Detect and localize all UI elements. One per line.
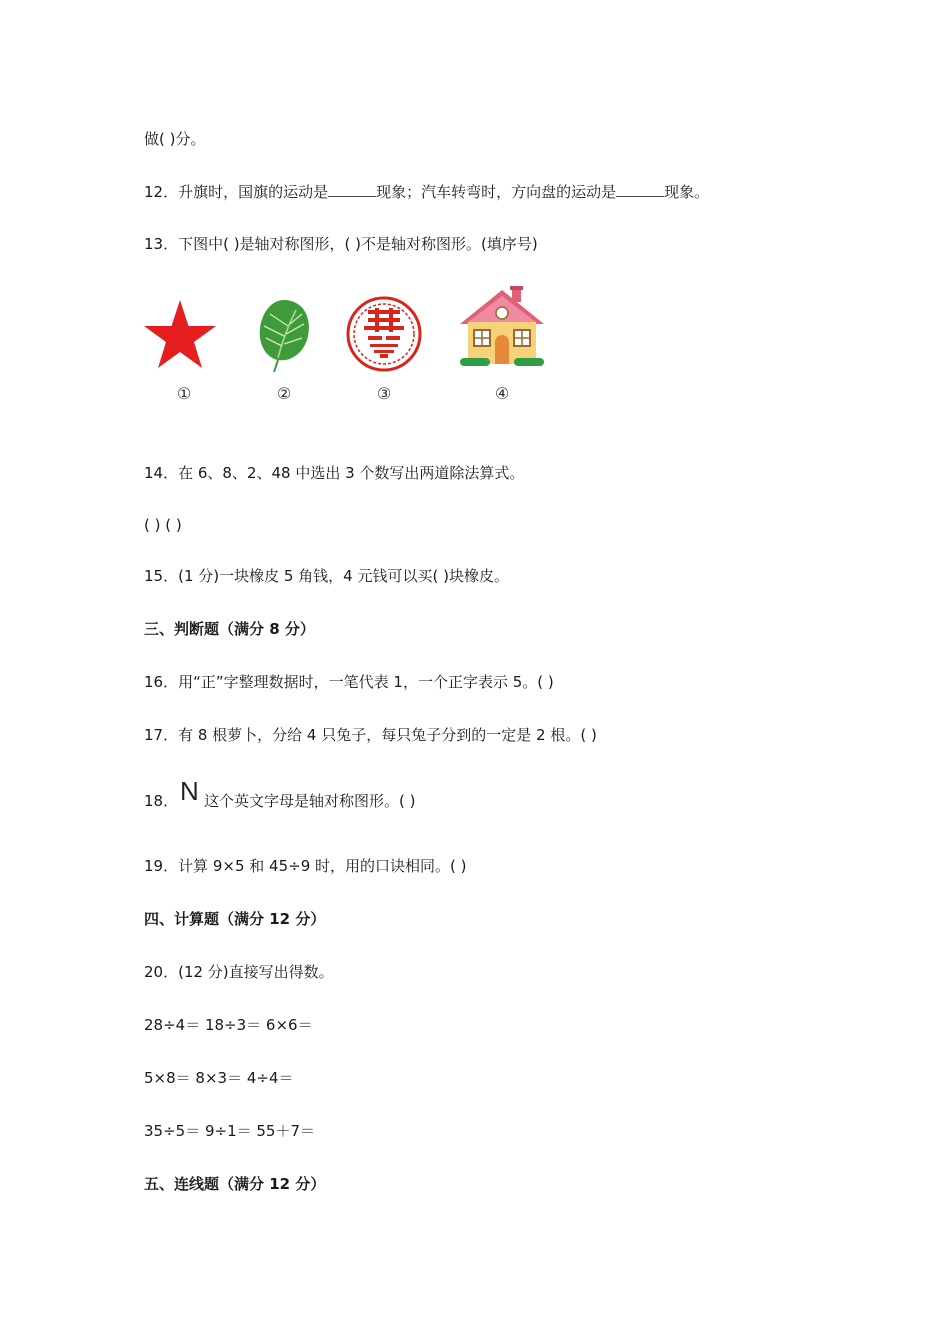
q12-part3: 现象。 <box>664 183 710 201</box>
question-14: 14．在 6、8、2、48 中选出 3 个数写出两道除法算式。 <box>144 464 525 482</box>
question-13: 13．下图中( )是轴对称图形，( )不是轴对称图形。(填序号) <box>144 235 538 253</box>
q12-part1: 12．升旗时，国旗的运动是 <box>144 183 329 201</box>
star-icon <box>140 286 220 372</box>
section-5-heading: 五、连线题（满分 12 分） <box>144 1175 326 1193</box>
q12-blank-2[interactable] <box>616 182 664 197</box>
house-icon <box>460 286 544 372</box>
q12-blank-1[interactable] <box>328 182 376 197</box>
calc-row-3: 35÷5＝ 9÷1＝ 55＋7＝ <box>144 1122 316 1140</box>
figure-label-4: ④ <box>494 384 510 403</box>
figure-house <box>460 286 540 372</box>
question-17: 17．有 8 根萝卜，分给 4 只兔子，每只兔子分到的一定是 2 根。( ) <box>144 726 597 744</box>
section-4-heading: 四、计算题（满分 12 分） <box>144 910 326 928</box>
figure-seal <box>344 286 424 372</box>
question-12 <box>144 181 709 203</box>
question-15: 15．(1 分)一块橡皮 5 角钱，4 元钱可以买( )块橡皮。 <box>144 567 509 585</box>
question-16: 16．用“正”字整理数据时，一笔代表 1，一个正字表示 5。( ) <box>144 673 554 691</box>
q12-part2: 现象；汽车转弯时，方向盘的运动是 <box>376 183 617 201</box>
section-3-heading: 三、判断题（满分 8 分） <box>144 620 315 638</box>
figure-star <box>140 286 220 372</box>
double-happiness-icon <box>344 286 424 372</box>
letter-n-figure: N <box>180 776 199 806</box>
figure-label-2: ② <box>276 384 292 403</box>
figure-label-1: ① <box>176 384 192 403</box>
calc-row-2: 5×8＝ 8×3＝ 4÷4＝ <box>144 1069 294 1087</box>
figure-leaf <box>244 286 324 372</box>
leaf-icon <box>244 286 324 372</box>
question-20: 20．(12 分)直接写出得数。 <box>144 963 334 981</box>
calc-row-1: 28÷4＝ 18÷3＝ 6×6＝ <box>144 1016 313 1034</box>
question-18-text: 这个英文字母是轴对称图形。( ) <box>204 792 416 810</box>
question-14-answers[interactable]: ( ) ( ) <box>144 516 182 534</box>
figure-label-3: ③ <box>376 384 392 403</box>
question-19: 19．计算 9×5 和 45÷9 时，用的口诀相同。( ) <box>144 857 467 875</box>
question-11-tail: 做( )分。 <box>144 130 206 148</box>
question-18-number: 18． <box>144 792 179 810</box>
